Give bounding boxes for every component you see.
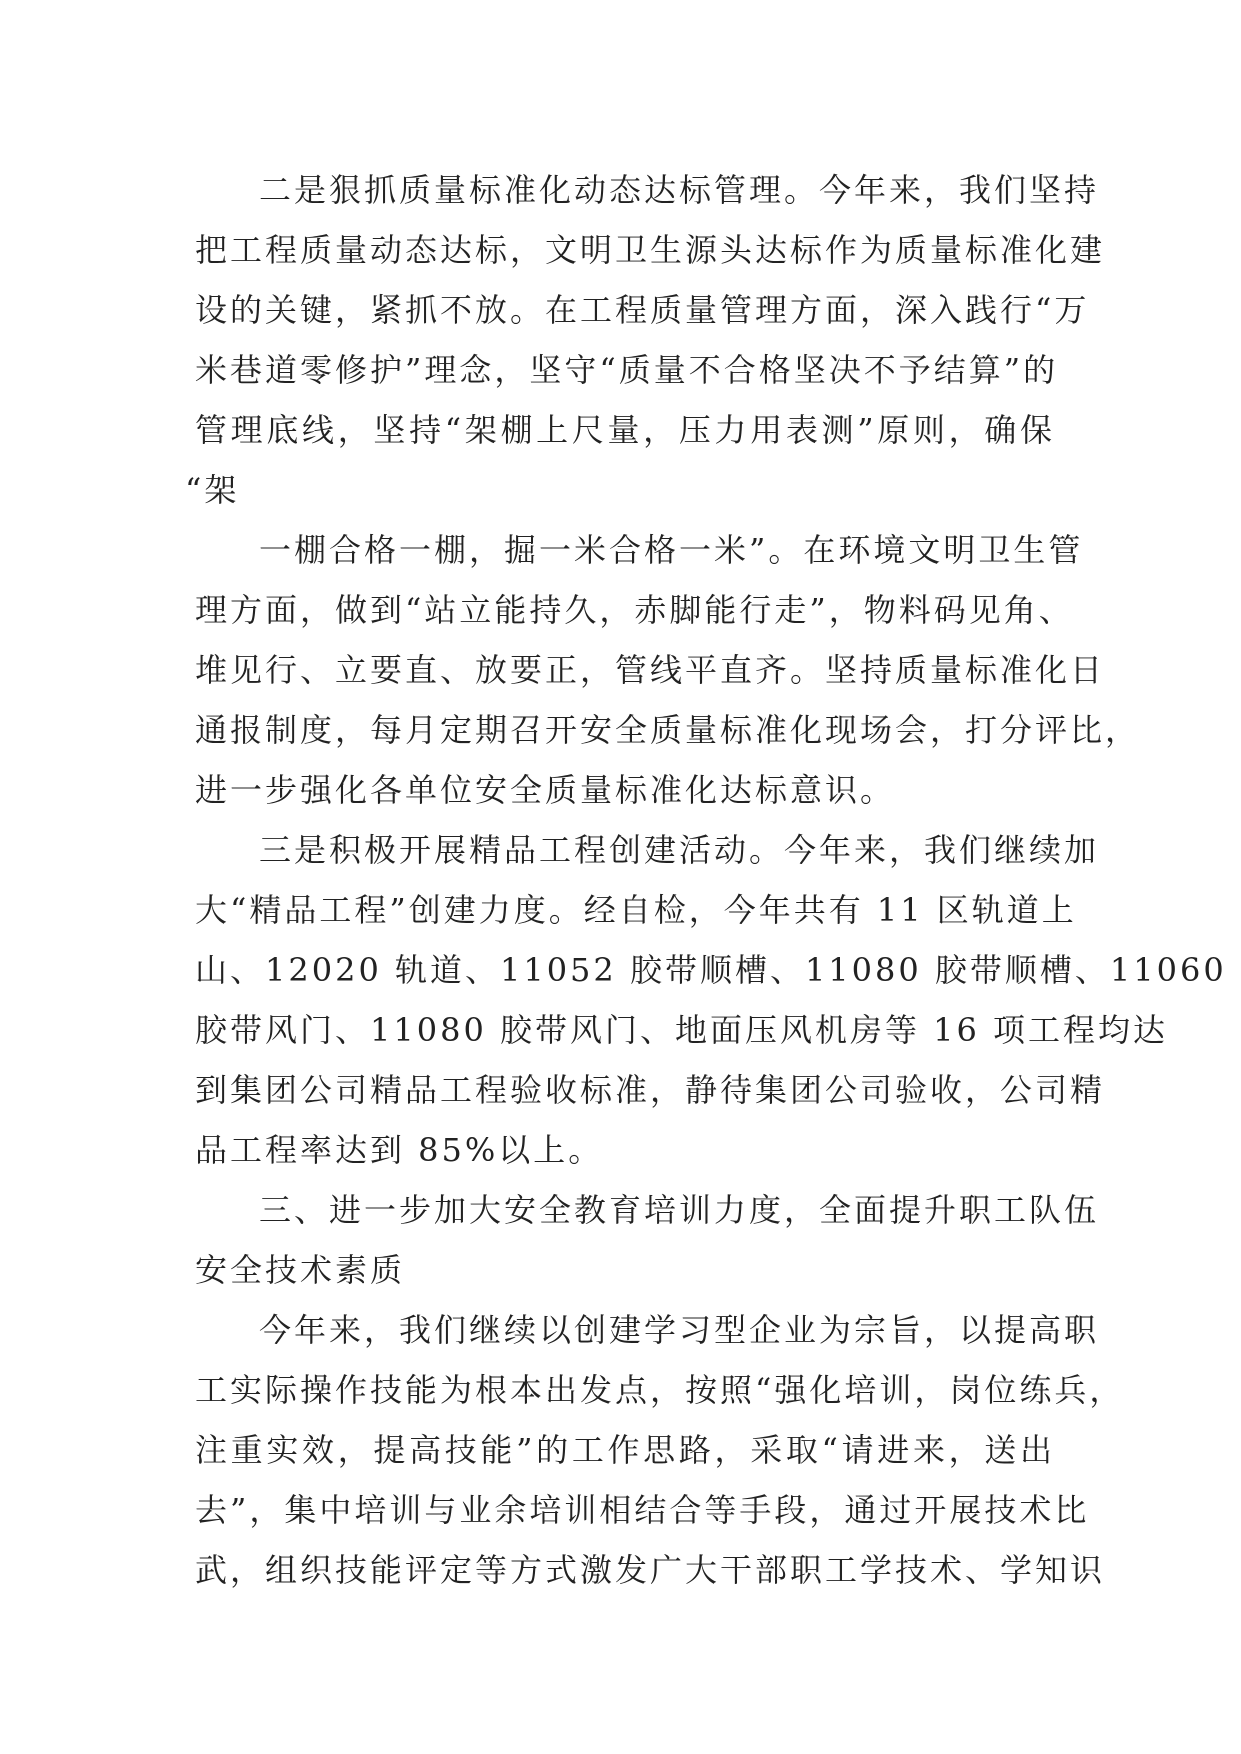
text-line: 工实际操作技能为根本出发点，按照“强化培训，岗位练兵， [195,1371,1125,1409]
paragraph-training-approach [195,1300,1125,1600]
paragraph-quality-projects [195,820,1227,1180]
text-line: 通报制度，每月定期召开安全质量标准化现场会，打分评比， [195,711,1141,749]
text-line: 到集团公司精品工程验收标准，静待集团公司验收，公司精 [195,1071,1106,1109]
text-line: 把工程质量动态达标，文明卫生源头达标作为质量标准化建 [195,231,1106,269]
text-line: 堆见行、立要直、放要正，管线平直齐。坚持质量标准化日 [195,651,1106,689]
text-line: 去”，集中培训与业余培训相结合等手段，通过开展技术比 [195,1491,1090,1529]
paragraph-environment-hygiene [195,520,1141,820]
text-line: 今年来，我们继续以创建学习型企业为宗旨，以提高职 [259,1311,1100,1349]
document-body [185,160,1227,1600]
text-line: “架 [185,471,240,509]
text-line: 山、12020 轨道、11052 胶带顺槽、11080 胶带顺槽、11060 [195,951,1227,989]
text-line: 品工程率达到 85%以上。 [195,1131,604,1169]
section-heading-safety-training [195,1180,1100,1300]
text-line: 米巷道零修护”理念，坚守“质量不合格坚决不予结算”的 [195,351,1059,389]
text-line: 大“精品工程”创建力度。经自检，今年共有 11 区轨道上 [195,891,1077,929]
text-line: 理方面，做到“站立能持久，赤脚能行走”，物料码见角、 [195,591,1074,629]
text-line: 武，组织技能评定等方式激发广大干部职工学技术、学知识 [195,1551,1106,1589]
text-line: 注重实效，提高技能”的工作思路，采取“请进来，送出 [195,1431,1055,1469]
text-line: 二是狠抓质量标准化动态达标管理。今年来，我们坚持 [259,171,1100,209]
text-line: 胶带风门、11080 胶带风门、地面压风机房等 16 项工程均达 [195,1011,1169,1049]
text-line: 管理底线，坚持“架棚上尺量，压力用表测”原则，确保 [195,411,1055,449]
text-line: 一棚合格一棚，掘一米合格一米”。在环境文明卫生管 [259,531,1084,569]
text-line: 进一步强化各单位安全质量标准化达标意识。 [195,771,896,809]
text-line: 三是积极开展精品工程创建活动。今年来，我们继续加 [259,831,1100,869]
text-line: 安全技术素质 [195,1251,406,1289]
text-line: 设的关键，紧抓不放。在工程质量管理方面，深入践行“万 [195,291,1090,329]
paragraph-quality-standard [185,160,1106,520]
text-line: 三、进一步加大安全教育培训力度，全面提升职工队伍 [259,1191,1100,1229]
